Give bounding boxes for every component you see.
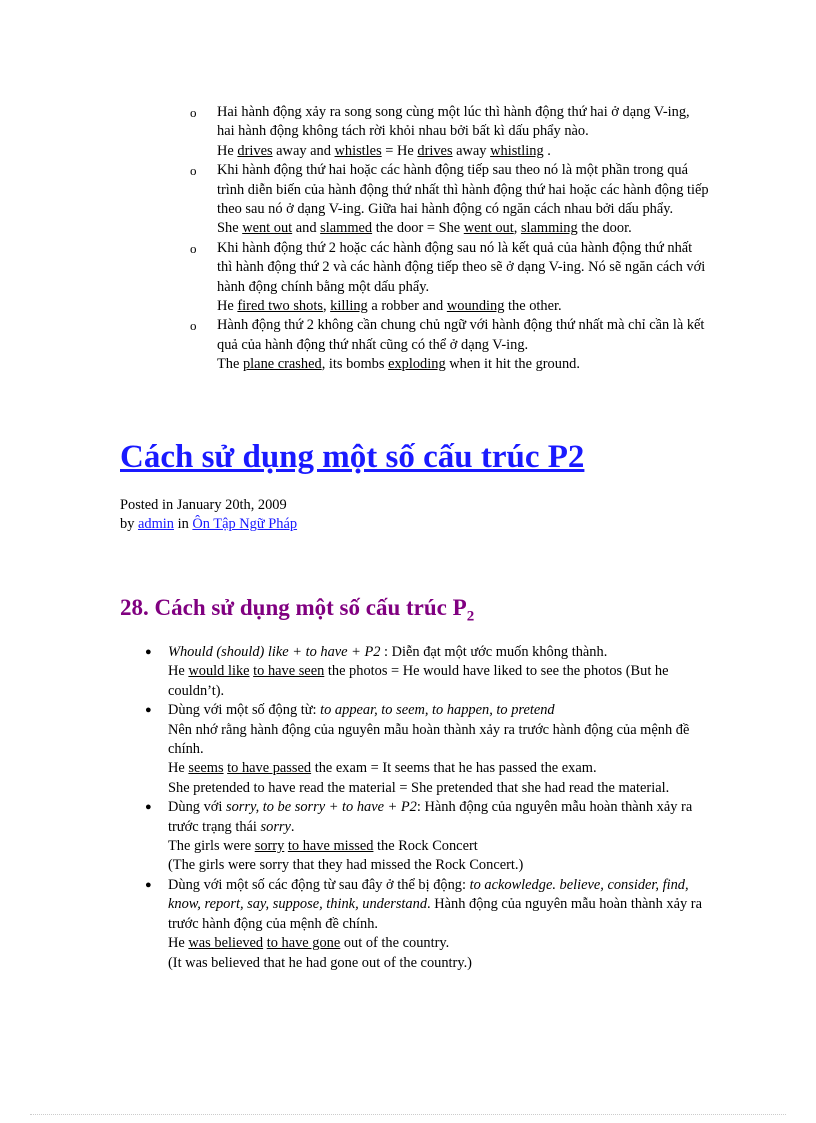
underlined-phrase: seems [188, 760, 224, 777]
line-text: The girls were [168, 838, 255, 855]
structure-line [168, 643, 705, 662]
structure-line [168, 837, 705, 856]
structure-line [168, 954, 705, 973]
example-text: The [217, 356, 243, 373]
line-text: . Hành động của nguyên mẫu hoàn thành xảy ra trước hành động của mệnh đề chính. [168, 896, 702, 932]
line-text: He [168, 935, 189, 952]
line-text: the exam = It seems that he has passed the exam. [311, 760, 597, 777]
structure-line [168, 876, 705, 934]
example-text: , [322, 298, 331, 315]
rule-item [190, 103, 710, 161]
underlined-phrase: to have seen [253, 663, 325, 680]
example-verb: killing [330, 298, 368, 315]
structure-line [168, 662, 705, 701]
example-text: away [452, 142, 491, 159]
section-heading [120, 590, 474, 635]
rule-text: Hành động thứ 2 không cần chung chủ ngữ với hành động thứ nhất mà chỉ cần là kết quả của hành động thứ nhất cũng có thể ở dạng V-ing. [217, 317, 705, 353]
author-link[interactable]: admin [138, 516, 174, 533]
underlined-phrase: to have missed [287, 838, 374, 855]
structure-item [145, 643, 705, 701]
rule-example [217, 297, 710, 316]
underlined-phrase: would like [188, 663, 250, 680]
example-text: . [543, 142, 551, 159]
section-heading-sub: 2 [466, 608, 475, 625]
line-text: He [168, 663, 189, 680]
in-label: in [173, 516, 193, 533]
example-text: and [292, 220, 321, 237]
disc-bullet-icon: ● [145, 878, 152, 891]
rule-example [217, 142, 710, 161]
rule-text: Khi hành động thứ hai hoặc các hành động tiếp sau theo nó là một phần trong quá trình diễn biến của hành động thứ nhất thì hành động thứ hai hoặc các hành động tiếp theo sau nó ở dạng V-ing. Giữa hai hành động có ngăn cách nhau bởi dấu phẩy. [217, 162, 709, 218]
disc-bullet-icon: ● [145, 704, 152, 717]
underlined-phrase: sorry [254, 838, 285, 855]
category-link[interactable]: Ôn Tập Ngữ Pháp [192, 516, 298, 533]
line-text: Nên nhớ rằng hành động của nguyên mẫu hoàn thành xảy ra trước hành động của mệnh đề chính. [168, 721, 690, 758]
example-text: the door = She [372, 220, 464, 237]
rule-item [190, 316, 710, 374]
example-text: the other. [504, 298, 562, 315]
example-text: the door. [577, 220, 632, 237]
post-byline [120, 515, 297, 534]
structure-line [168, 856, 705, 875]
example-verb: fired two shots [237, 298, 323, 315]
page-bottom-rule [30, 1114, 786, 1115]
example-verb: plane crashed [242, 356, 322, 373]
post-title-link[interactable]: Cách sử dụng một số cấu trúc P2 [120, 439, 585, 475]
structure-item [145, 798, 705, 876]
structures-list [145, 643, 705, 973]
rule-text: Hai hành động xảy ra song song cùng một lúc thì hành động thứ hai ở dạng V-ing, hai hành động không tách rời khỏi nhau bởi bất kì dấu phẩy nào. [217, 104, 690, 140]
example-text: = He [381, 142, 418, 159]
post-meta [120, 496, 297, 535]
example-verb: whistling [490, 142, 544, 159]
example-verb: drives [417, 142, 453, 159]
example-verb: exploding [388, 356, 446, 373]
structure-item [145, 876, 705, 973]
line-text: the Rock Concert [373, 838, 478, 855]
underlined-phrase: to have gone [266, 935, 341, 952]
by-label: by [120, 516, 138, 533]
line-text: She pretended to have read the material = She pretended that she had read the material. [168, 779, 670, 796]
underlined-phrase: was believed [188, 935, 264, 952]
post-title [120, 435, 584, 479]
example-verb: slammed [320, 220, 373, 237]
example-text: She [217, 220, 243, 237]
circle-bullet-icon: o [190, 105, 197, 120]
line-text: out of the country. [340, 935, 450, 952]
example-text: a robber and [367, 298, 447, 315]
example-text: away and [272, 142, 335, 159]
line-text: Dùng với [168, 799, 226, 816]
example-text: when it hit the ground. [445, 356, 580, 373]
example-verb: whistles [334, 142, 382, 159]
line-text: Dùng với một số các động từ sau đây ở thể bị động: [168, 876, 470, 893]
example-verb: slamming [520, 220, 578, 237]
disc-bullet-icon: ● [145, 646, 152, 658]
circle-bullet-icon: o [190, 163, 197, 179]
structure-item [145, 701, 705, 798]
line-text: (The girls were sorry that they had missed the Rock Concert.) [168, 857, 524, 874]
structure-line [168, 798, 705, 837]
line-text: Dùng với một số động từ: [168, 702, 321, 719]
rule-example [217, 219, 710, 238]
example-verb: went out [242, 220, 293, 237]
disc-bullet-icon: ● [145, 801, 152, 814]
structure-line [168, 721, 705, 760]
italic-phrase: sorry [260, 818, 291, 835]
italic-phrase: Whould (should) like + to have + P2 [168, 644, 381, 660]
rule-item [190, 161, 710, 239]
post-date: Posted in January 20th, 2009 [120, 497, 287, 513]
example-text: He [217, 298, 238, 315]
example-text: He [217, 142, 238, 159]
underlined-phrase: to have passed [227, 760, 312, 777]
line-text: He [168, 760, 189, 777]
example-text: , its bombs [321, 356, 389, 373]
rules-list [190, 103, 710, 375]
rule-example [217, 355, 710, 374]
italic-phrase: to ackowledge. believe, consider, find, know, report, say, suppose, think, understand [168, 876, 689, 913]
example-verb: drives [237, 142, 273, 159]
structure-line [168, 759, 705, 778]
line-text: : Diễn đạt một ước muốn không thành. [380, 644, 608, 660]
circle-bullet-icon: o [190, 318, 197, 334]
section-heading-text: 28. Cách sử dụng một số cấu trúc P [120, 595, 467, 620]
italic-phrase: to appear, to seem, to happen, to pretend [320, 702, 555, 719]
rule-item [190, 239, 710, 317]
example-verb: went out [463, 220, 514, 237]
example-text: , [513, 220, 521, 237]
circle-bullet-icon: o [190, 240, 197, 256]
structure-line [168, 779, 705, 798]
rule-text: Khi hành động thứ 2 hoặc các hành động sau nó là kết quả của hành động thứ nhất thì hành động thứ 2 và các hành động tiếp theo sẽ ở dạng V-ing. Nó sẽ ngăn cách với hành động chính bằng một dấu phẩy. [217, 239, 706, 295]
line-text: (It was believed that he had gone out of the country.) [168, 954, 472, 971]
line-text: . [290, 818, 295, 835]
structure-line [168, 934, 705, 953]
italic-phrase: sorry, to be sorry + to have + P2 [225, 799, 417, 816]
line-text: : Hành động của nguyên mẫu hoàn thành xảy ra trước trạng thái [168, 799, 693, 835]
example-verb: wounding [446, 298, 505, 315]
structure-line [168, 701, 705, 720]
line-text: the photos = He would have liked to see the photos (But he couldn’t). [168, 663, 669, 699]
